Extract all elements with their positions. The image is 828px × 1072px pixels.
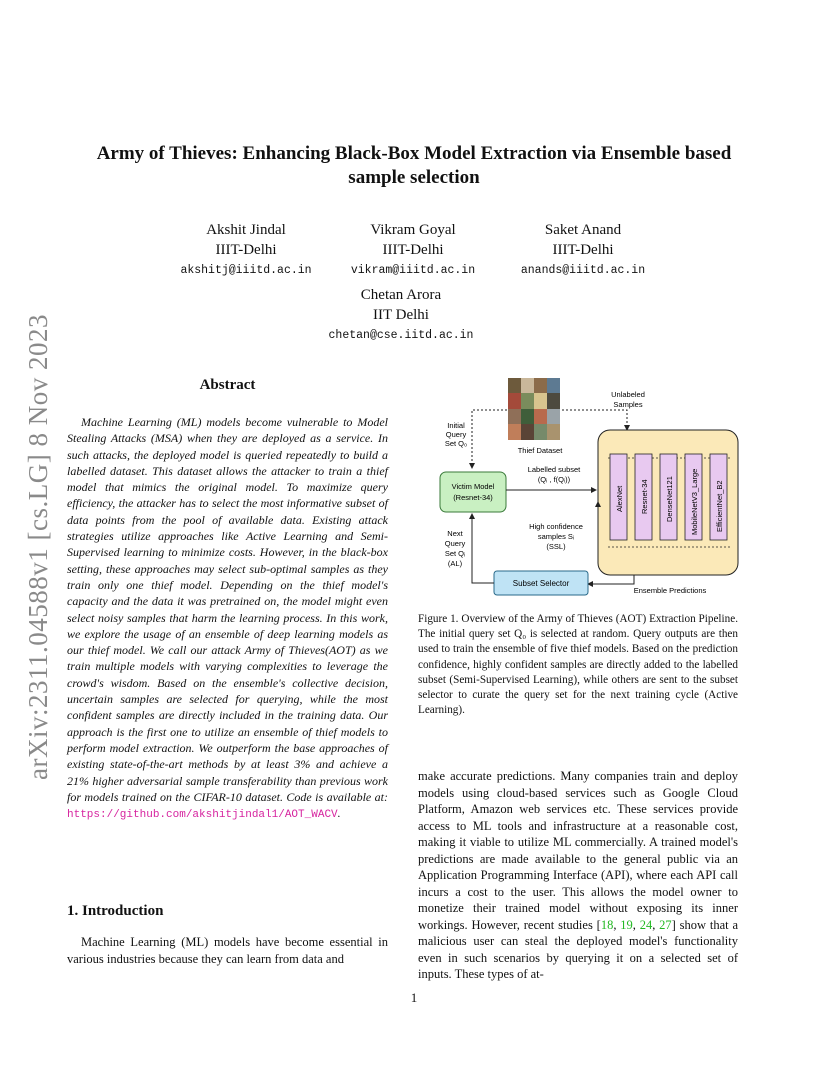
author-name: Saket Anand	[544, 222, 622, 238]
introduction-paragraph-continued: make accurate predictions. Many companies train and deploy models using cloud-based services such as Google Cloud Platform, Amazon web services etc. These services provide access to ML tools and infrastructure at a reasonable cost, making it viable to utilize ML commercially. A trained model's predictions are made available to the general public via an Application Programming Interface (API), where each API call incurs a cost to the user. This allows the model owner to monetize their trained model without exposing its inner workings. However, recent studies [18, 19, 24, 27] show that a malicious user can steal the deployed model's functionality even in such scenarios by querying it on a selected set of inputs. These types of at-	[418, 769, 738, 981]
arxiv-identifier: arXiv:2311.04588v1 [cs.LG] 8 Nov 2023	[23, 314, 53, 780]
citation-link[interactable]: 27	[659, 917, 672, 932]
title-line-2: sample selection	[348, 167, 480, 188]
high-confidence-label: High confidence samples Sᵢ (SSL)	[529, 522, 583, 551]
labelled-subset-formula: (Qᵢ , f(Qᵢ))	[537, 475, 571, 484]
caption-label: Figure 1.	[418, 613, 459, 625]
author-4	[291, 285, 511, 347]
ensemble-predictions-label: Ensemble Predictions	[633, 586, 707, 595]
thief-model-label: Resnet-34	[640, 479, 649, 514]
citation-link[interactable]: 19	[620, 917, 633, 932]
author-affiliation: IIIT-Delhi	[552, 242, 614, 258]
author-name: Vikram Goyal	[370, 222, 456, 238]
author-name: Chetan Arora	[360, 287, 442, 303]
thief-model-label: MobileNetV3_Large	[690, 468, 699, 535]
abstract-body: Machine Learning (ML) models become vulnerable to Model Stealing Attacks (MSA) when they are deployed as a service. In such attacks, the deployed model is queried repeatedly to build a labelled dataset. This dataset allows the attacker to train a thief model that mimics the original model. To maximize query efficiency, the attacker has to select the most informative subset of data points from the pool of available data. Existing attack strategies utilize approaches like Active Learning and Semi-Supervised learning to minimize costs. However, in the black-box setting, these approaches may select sub-optimal samples as they train only one thief model. Depending on the thief model's capacity and the data it was pretrained on, the model might even select noisy samples that harm the learning process. In this work, we explore the usage of an ensemble of deep learning models as our thief model. We call our attack Army of Thieves(AOT) as we train multiple models with varying complexities to leverage the crowd's wisdom. Based on the ensemble's collective decision, uncertain samples are selected for querying, while the most confident samples are directly included in the training data. Our approach is the first one to utilize an ensemble of thief models to perform model extraction. We outperform the base approaches of existing state-of-the-art methods by at least 3% and achieve a 21% higher adversarial sample transferability than previous work for models trained on the CIFAR-10 dataset. Code is available at: https://github.com/akshitjindal1/AOT_WACV.	[67, 415, 388, 822]
subset-selector-label: Subset Selector	[512, 579, 570, 588]
pipeline-diagram	[438, 372, 742, 604]
paper-title	[70, 142, 758, 190]
labelled-subset-label: Labelled subset	[527, 465, 581, 474]
victim-model-label: Victim Model	[451, 482, 495, 491]
introduction-paragraph: Machine Learning (ML) models have become essential in various industries because they can learn from data and	[67, 935, 388, 966]
intro-continued-text-end: ] show that a malicious user can steal the deployed model's functionality even in such scenarios by querying it on a selected set of inputs. These types of at-	[418, 917, 738, 981]
figure-1-caption	[418, 612, 738, 718]
thief-model-label: DenseNet121	[665, 476, 674, 522]
thief-model-label: EfficientNet_B2	[715, 480, 724, 532]
author-3	[473, 220, 693, 282]
author-email: chetan@cse.iitd.ac.in	[328, 329, 474, 342]
author-email: akshitj@iiitd.ac.in	[180, 264, 312, 277]
section-heading-introduction: 1. Introduction	[67, 903, 164, 919]
intro-continued-text: make accurate predictions. Many companies train and deploy models using cloud-based services such as Google Cloud Platform, Amazon web services etc. These services provide access to ML tools and infrastructure at a reasonable cost, making it viable to utilize ML commercially. A trained model's predictions are made available to the general public via an Application Programming Interface (API), where each API call incurs a cost to the user. This allows the model owner to monetize their trained model without exposing its inner workings. However, recent studies [	[418, 769, 738, 932]
citation-link[interactable]: 24	[639, 917, 653, 932]
next-query-set-label: Next Query Set Qᵢ (AL)	[444, 529, 466, 568]
author-email: vikram@iiitd.ac.in	[350, 264, 476, 277]
author-affiliation: IIIT-Delhi	[215, 242, 277, 258]
author-affiliation: IIT Delhi	[373, 307, 429, 323]
figure-1-diagram	[438, 372, 742, 604]
code-link[interactable]: https://github.com/akshitjindal1/AOT_WACV	[67, 809, 338, 822]
page-number: 1	[410, 990, 418, 1005]
victim-model-box	[440, 472, 506, 512]
author-email: anands@iiitd.ac.in	[520, 264, 646, 277]
title-line-1: Army of Thieves: Enhancing Black-Box Model Extraction via Ensemble based	[96, 143, 732, 164]
abstract-text: Machine Learning (ML) models become vulnerable to Model Stealing Attacks (MSA) when they are deployed as a service. In such attacks, the deployed model is queried repeatedly to build a labelled dataset. This dataset allows the attacker to train a thief model that mimics the original model. To maximize query efficiency, the attacker has to select the most informative subset of data points from the pool of available data. Existing attack strategies utilize approaches like Active Learning and Semi-Supervised learning to minimize costs. However, in the black-box setting, these approaches may select sub-optimal samples as they train only one thief model. Depending on the thief model's capacity and the data it was pretrained on, the model might even select noisy samples that harm the learning process. In this work, we explore the usage of an ensemble of deep learning models as our thief model. We call our attack Army of Thieves(AOT) as we train multiple models with varying complexities to leverage the crowd's wisdom. Based on the ensemble's collective decision, uncertain samples are selected for querying, while the most confident samples are directly included in the training data. Our approach is the first one to utilize an ensemble of thief models to perform model extraction. We outperform the base approaches of existing state-of-the-art methods by at least 3% and achieve a 21% higher adversarial sample transferability than previous work for models trained on the CIFAR-10 dataset. Code is available at:	[67, 415, 388, 804]
caption-text: Overview of the Army of Thieves (AOT) Extraction Pipeline. The initial query set Q₀ is selected at random. Query outputs are then used to train the ensemble of five thief models. Based on the prediction confidence, highly confident samples are directly added to the labelled subset (Semi-Supervised Learning), while others are sent to the subset selector to curate the query set for the next training cycle (Active Learning).	[418, 613, 739, 717]
author-affiliation: IIIT-Delhi	[382, 242, 444, 258]
citation-link[interactable]: 18	[600, 917, 614, 932]
abstract-heading: Abstract	[199, 377, 256, 393]
thief-dataset-label: Thief Dataset	[517, 446, 563, 455]
thief-model-label: AlexNet	[615, 485, 624, 512]
author-name: Akshit Jindal	[206, 222, 286, 238]
initial-query-set-label: Initial Query Set Q₀	[444, 421, 468, 448]
unlabeled-samples-label: Unlabeled Samples	[611, 390, 645, 409]
thief-dataset-image	[508, 378, 560, 440]
victim-model-sub: (Resnet-34)	[453, 493, 493, 502]
